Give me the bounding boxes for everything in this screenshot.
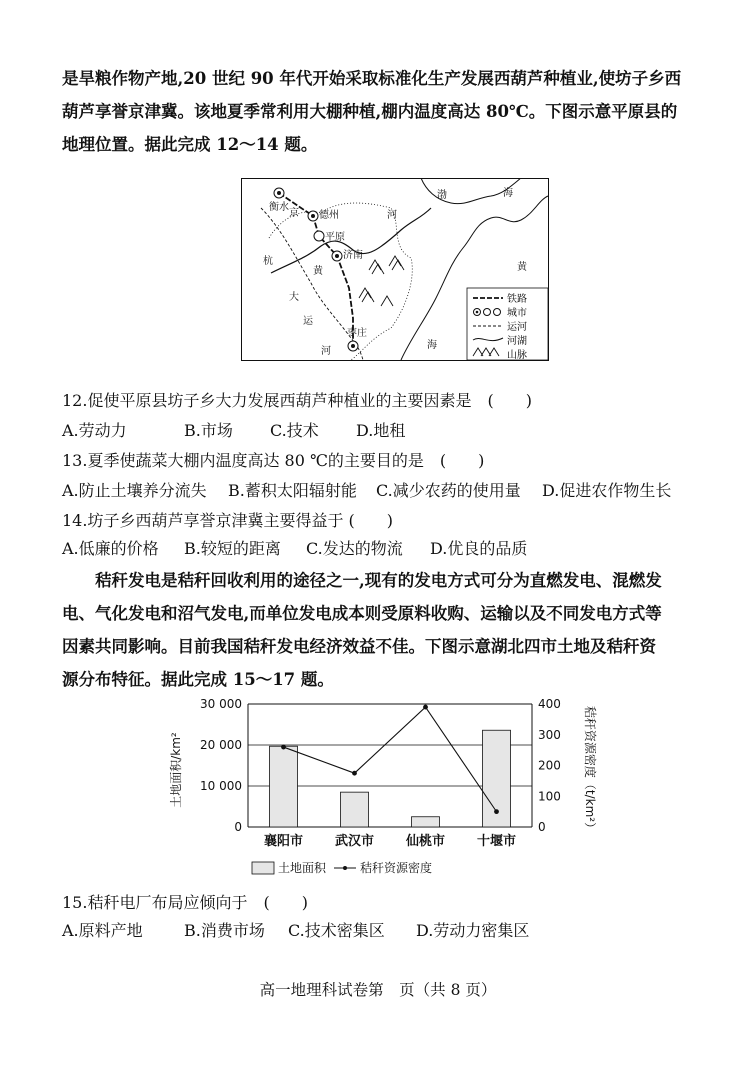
q12-option-b[interactable]: B.市场 bbox=[184, 421, 233, 440]
passage2-line-2: 电、气化发电和沼气发电,而单位发电成本则受原料收购、运输以及不同发电方式等 bbox=[62, 604, 662, 623]
legend-land-area: 土地面积 bbox=[278, 861, 327, 875]
q15-stem: 15.秸秆电厂布局应倾向于 ( ) bbox=[62, 893, 308, 912]
chart-ytick-left: 20 000 bbox=[200, 738, 242, 752]
q13-options bbox=[62, 478, 671, 501]
chart-bar-land-area bbox=[412, 817, 440, 827]
label-hai-top: 海 bbox=[503, 188, 513, 199]
q14-stem: 14.坊子乡西葫芦享誉京津冀主要得益于 ( ) bbox=[62, 511, 394, 530]
chart-category-label: 武汉市 bbox=[334, 834, 375, 849]
pingyuan-location-map bbox=[241, 178, 549, 361]
chart-ytick-right: 400 bbox=[538, 697, 561, 711]
chart-ytick-left: 10 000 bbox=[200, 779, 242, 793]
label-pingyuan: 平原 bbox=[325, 232, 345, 243]
passage2-line-4: 源分布特征。据此完成 15～17 题。 bbox=[62, 670, 334, 689]
city-hengshui bbox=[274, 188, 284, 198]
q15-option-c[interactable]: C.技术密集区 bbox=[288, 921, 385, 940]
chart-category-label: 仙桃市 bbox=[405, 834, 446, 849]
chart-point-straw-density bbox=[281, 745, 286, 750]
label-huang-sea: 黄 bbox=[517, 262, 527, 273]
q13-option-b[interactable]: B.蓄积太阳辐射能 bbox=[228, 481, 357, 500]
page-footer: 高一地理科试卷第 页（共 8 页） bbox=[259, 981, 497, 999]
q15-option-d[interactable]: D.劳动力密集区 bbox=[416, 921, 530, 940]
chart-category-label: 十堰市 bbox=[476, 834, 517, 849]
chart-line-straw-density bbox=[284, 707, 497, 812]
chart-point-straw-density bbox=[423, 705, 428, 710]
q12-option-c[interactable]: C.技术 bbox=[270, 421, 319, 440]
chart-ytick-right: 200 bbox=[538, 758, 561, 773]
label-huang-river: 黄 bbox=[313, 266, 323, 277]
chart-ytick-left: 0 bbox=[234, 820, 242, 834]
q12-options bbox=[62, 418, 405, 441]
q14-option-d[interactable]: D.优良的品质 bbox=[430, 539, 528, 558]
city-pingyuan bbox=[314, 231, 324, 241]
legend-river-lake: 河湖 bbox=[507, 336, 527, 347]
label-he-river: 河 bbox=[387, 210, 397, 221]
legend-canal: 运河 bbox=[507, 322, 527, 333]
chart-legend bbox=[252, 860, 432, 875]
q15-option-b[interactable]: B.消费市场 bbox=[184, 921, 265, 940]
city-jinan bbox=[332, 251, 342, 261]
passage2-line-1: 秸秆发电是秸秆回收利用的途径之一,现有的发电方式可分为直燃发电、混燃发 bbox=[62, 571, 662, 590]
q14-option-a[interactable]: A.低廉的价格 bbox=[62, 539, 159, 558]
legend-straw-density: 秸秆资源密度 bbox=[360, 861, 433, 875]
chart-bar-land-area bbox=[270, 746, 298, 827]
label-yun: 运 bbox=[303, 316, 313, 327]
q13-option-c[interactable]: C.减少农药的使用量 bbox=[376, 481, 521, 500]
q13-option-a[interactable]: A.防止土壤养分流失 bbox=[62, 481, 207, 500]
intro-line-2: 葫芦享誉京津冀。该地夏季常利用大棚种植,棚内温度高达 80℃。下图示意平原县的 bbox=[62, 102, 678, 121]
chart-ylabel-right: 秸秆资源密度（t/km²） bbox=[583, 705, 597, 835]
q12-option-a[interactable]: A.劳动力 bbox=[62, 421, 127, 440]
chart-category-label: 襄阳市 bbox=[263, 834, 304, 849]
q15-option-a[interactable]: A.原料产地 bbox=[62, 921, 143, 940]
chart-ylabel-left: 土地面积/km² bbox=[169, 732, 183, 808]
label-he-canal: 河 bbox=[321, 346, 331, 357]
label-hai-bottom: 海 bbox=[427, 340, 437, 351]
intro-line-1: 是旱粮作物产地,20 世纪 90 年代开始采取标准化生产发展西葫芦种植业,使坊子乡西 bbox=[62, 69, 682, 88]
label-zaozhuang: 枣庄 bbox=[347, 328, 367, 339]
chart-bar-land-area bbox=[341, 792, 369, 827]
q14-option-b[interactable]: B.较短的距离 bbox=[184, 539, 281, 558]
city-dezhou bbox=[308, 211, 318, 221]
legend-railway: 铁路 bbox=[507, 294, 527, 305]
city-zaozhuang bbox=[348, 341, 358, 351]
chart-ytick-right: 0 bbox=[538, 820, 546, 834]
legend-city: 城市 bbox=[507, 308, 527, 319]
q13-option-d[interactable]: D.促进农作物生长 bbox=[542, 481, 672, 500]
passage2-line-3: 因素共同影响。目前我国秸秆发电经济效益不佳。下图示意湖北四市土地及秸秆资 bbox=[62, 637, 656, 656]
label-hengshui: 衡水 bbox=[269, 202, 289, 213]
label-jinan: 济南 bbox=[343, 250, 363, 261]
label-bo: 渤 bbox=[437, 190, 447, 201]
intro-line-3: 地理位置。据此完成 12～14 题。 bbox=[62, 135, 318, 154]
label-jing: 京 bbox=[289, 208, 299, 219]
q15-options bbox=[62, 918, 529, 941]
q12-stem: 12.促使平原县坊子乡大力发展西葫芦种植业的主要因素是 ( ) bbox=[62, 391, 532, 410]
q12-option-d[interactable]: D.地租 bbox=[356, 421, 406, 440]
label-da: 大 bbox=[289, 292, 299, 303]
hubei-land-straw-chart bbox=[150, 690, 610, 880]
q14-options bbox=[62, 536, 527, 559]
chart-ytick-right: 300 bbox=[538, 727, 561, 742]
chart-point-straw-density bbox=[352, 771, 357, 776]
chart-ytick-left: 30 000 bbox=[200, 697, 242, 711]
q13-stem: 13.夏季使蔬菜大棚内温度高达 80 ℃的主要目的是 ( ) bbox=[62, 451, 485, 470]
chart-point-straw-density bbox=[494, 809, 499, 814]
map-legend bbox=[467, 288, 548, 361]
q14-option-c[interactable]: C.发达的物流 bbox=[306, 539, 403, 558]
chart-ytick-right: 100 bbox=[538, 789, 561, 804]
legend-mountain: 山脉 bbox=[507, 350, 527, 361]
label-dezhou: 德州 bbox=[319, 210, 339, 221]
label-hang: 杭 bbox=[263, 256, 273, 267]
